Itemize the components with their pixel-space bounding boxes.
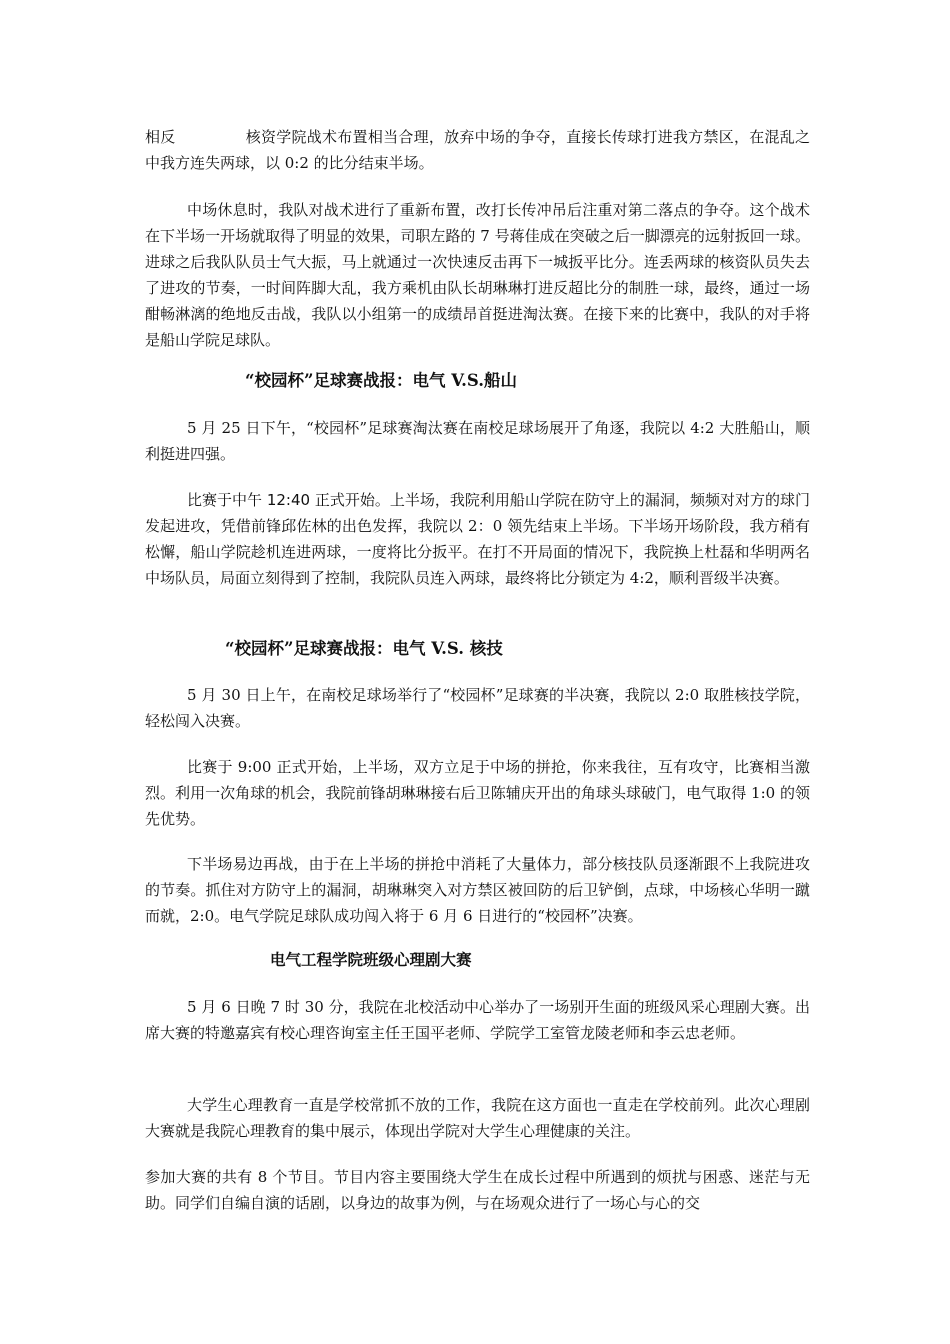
paragraph-psychodrama-intro: 5 月 6 日晚 7 时 30 分，我院在北校活动中心举办了一场别开生面的班级风采心理剧大赛。出席大赛的特邀嘉宾有校心理咨询室主任王国平老师、学院学工室管龙陵老师和李云忠老师。: [145, 998, 810, 1042]
paragraph-heji-second-half: 下半场易边再战，由于在上半场的拼抢中消耗了大量体力，部分核技队员逐渐跟不上我院进攻的节奏。抓住对方防守上的漏洞，胡琳琳突入对方禁区被回防的后卫铲倒，点球，中场核心华明一蹴而就，2:0。电气学院足球队成功闯入将于 6 月 6 日进行的“校园杯”决赛。: [145, 855, 810, 925]
heading-vs-chuanshan: “校园杯”足球赛战报：电气 V.S.船山: [245, 371, 517, 390]
paragraph-text: 比赛于中午: [187, 491, 267, 509]
paragraph-psychology-education: 大学生心理教育一直是学校常抓不放的工作，我院在这方面也一直走在学校前列。此次心理剧大赛就是我院心理教育的集中展示，体现出学院对大学生心理健康的关注。: [145, 1096, 810, 1140]
heading-vs-heji: “校园杯”足球赛战报：电气 V.S. 核技: [225, 639, 503, 658]
paragraph-match-first-half: [145, 124, 810, 176]
paragraph-programs: 参加大赛的共有 8 个节目。节目内容主要围绕大学生在成长过程中所遇到的烦扰与困惑、迷茫与无助。同学们自编自演的话剧，以身边的故事为例，与在场观众进行了一场心与心的交: [145, 1168, 810, 1212]
paragraph-heji-summary: 5 月 30 日上午，在南校足球场举行了“校园杯”足球赛的半决赛，我院以 2:0 取胜核技学院，轻松闯入决赛。: [145, 686, 810, 730]
heading-psychodrama: 电气工程学院班级心理剧大赛: [270, 950, 472, 969]
paragraph-text: 正式开始。上半场，我院利用船山学院在防守上的漏洞，频频对对方的球门发起进攻，凭借前锋邱佐林的出色发挥，我院以 2：0 领先结束上半场。下半场开场阶段，我方稍有松懈，船山学院趁机连进两球，一度将比分扳平。在打不开局面的情况下，我院换上杜磊和华明两名中场队员，局面立刻得到了控制，我院队员连入两球，最终将比分锁定为 4:2，顺利晋级半决赛。: [145, 491, 810, 587]
paragraph-chuanshan-detail: [145, 487, 810, 591]
paragraph-chuanshan-summary: 5 月 25 日下午，“校园杯”足球赛淘汰赛在南校足球场展开了角逐，我院以 4:2 大胜船山，顺利挺进四强。: [145, 419, 810, 463]
paragraph-halftime: 中场休息时，我队对战术进行了重新布置，改打长传冲吊后注重对第二落点的争夺。这个战术在下半场一开场就取得了明显的效果，司职左路的 7 号蒋佳成在突破之后一脚漂亮的远射扳回一球。进球之后我队队员士气大振，马上就通过一次快速反击再下一城扳平比分。连丢两球的核资队员失去了进攻的节奏，一时间阵脚大乱，我方乘机由队长胡琳琳打进反超比分的制胜一球，最终，通过一场酣畅淋漓的绝地反击战，我队以小组第一的成绩昂首挺进淘汰赛。在接下来的比赛中，我队的对手将是船山学院足球队。: [145, 201, 810, 349]
paragraph-lead-word: 相反: [145, 128, 176, 146]
kickoff-time: 12:40: [266, 491, 311, 509]
paragraph-heji-first-half: 比赛于 9:00 正式开始，上半场，双方立足于中场的拼抢，你来我往，互有攻守，比赛相当激烈。利用一次角球的机会，我院前锋胡琳琳接右后卫陈辅庆开出的角球头球破门，电气取得 1:0 的领先优势。: [145, 758, 810, 828]
paragraph-body: 核资学院战术布置相当合理，放弃中场的争夺，直接长传球打进我方禁区，在混乱之中我方连失两球，以 0:2 的比分结束半场。: [145, 128, 810, 172]
